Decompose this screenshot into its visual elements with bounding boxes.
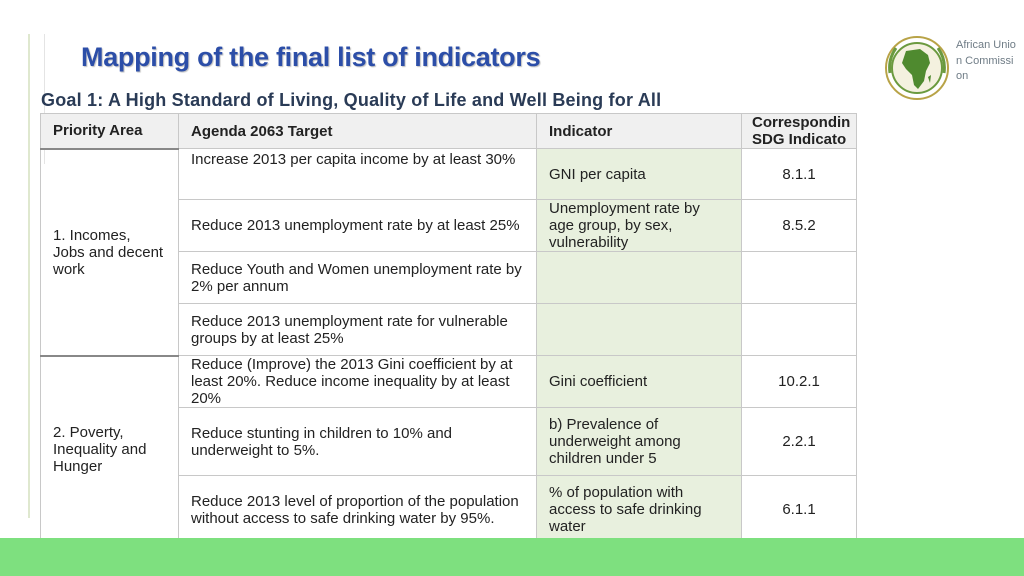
target-cell: Reduce stunting in children to 10% and underweight to 5%.: [179, 408, 537, 476]
sdg-cell: 8.5.2: [742, 200, 857, 252]
sdg-cell: [742, 252, 857, 304]
indicator-cell: [537, 252, 742, 304]
target-cell: Reduce (Improve) the 2013 Gini coefficient by at least 20%. Reduce income inequality by at least 20%: [179, 356, 537, 408]
bottom-green-band: [0, 538, 1024, 576]
header-agenda-target: Agenda 2063 Target: [179, 114, 537, 149]
indicator-mapping-table: [40, 113, 857, 545]
target-cell: Reduce 2013 unemployment rate by at least 25%: [179, 200, 537, 252]
target-cell: Reduce Youth and Women unemployment rate by 2% per annum: [179, 252, 537, 304]
left-accent-rule: [28, 34, 30, 518]
header-sdg-indicator: Correspondin SDG Indicato: [742, 114, 857, 149]
sdg-cell: 10.2.1: [742, 356, 857, 408]
indicator-cell: [537, 304, 742, 356]
indicator-cell: GNI per capita: [537, 149, 742, 200]
priority-area-cell: 1. Incomes, Jobs and decent work: [41, 149, 179, 356]
sdg-cell: [742, 304, 857, 356]
indicator-cell: b) Prevalence of underweight among children under 5: [537, 408, 742, 476]
logo-wordmark: African Union Commission: [956, 39, 1016, 82]
african-union-emblem-icon: [882, 33, 952, 103]
sdg-cell: 6.1.1: [742, 476, 857, 544]
table-row: [41, 149, 857, 200]
target-cell: Reduce 2013 unemployment rate for vulnerable groups by at least 25%: [179, 304, 537, 356]
priority-area-cell: 2. Poverty, Inequality and Hunger: [41, 356, 179, 544]
slide-title: Mapping of the final list of indicators: [81, 42, 541, 72]
indicator-cell: Gini coefficient: [537, 356, 742, 408]
target-cell: Reduce 2013 level of proportion of the population without access to safe drinking water by 95%.: [179, 476, 537, 544]
sdg-cell: 2.2.1: [742, 408, 857, 476]
header-indicator: Indicator: [537, 114, 742, 149]
indicator-cell: Unemployment rate by age group, by sex, vulnerability: [537, 200, 742, 252]
target-cell: Increase 2013 per capita income by at least 30%: [179, 149, 537, 200]
table-row: [41, 356, 857, 408]
table-header-row: [41, 114, 857, 149]
sdg-cell: 8.1.1: [742, 149, 857, 200]
indicator-cell: % of population with access to safe drinking water: [537, 476, 742, 544]
header-priority-area: Priority Area: [41, 114, 179, 149]
goal-heading: Goal 1: A High Standard of Living, Quality of Life and Well Being for All: [41, 90, 662, 110]
